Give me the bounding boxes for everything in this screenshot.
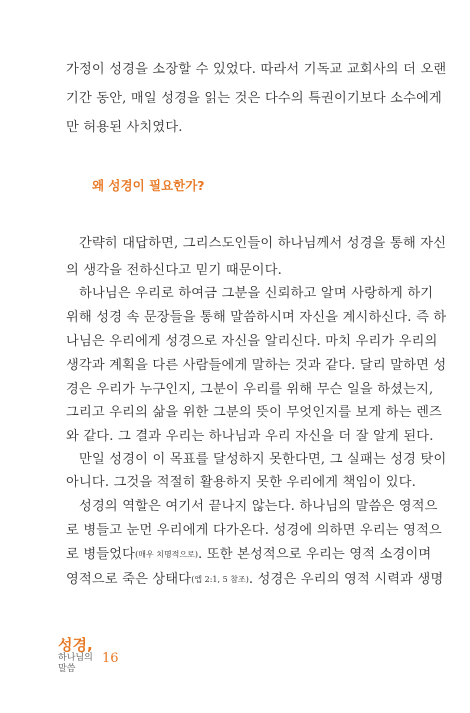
text-line: 나님은 우리에게 성경으로 자신을 알리신다. 마치 우리가 우리의 xyxy=(66,334,438,349)
text-line: 만 허용된 사치였다. xyxy=(66,120,183,135)
text-line: 성경의 역할은 여기서 끝나지 않는다. 하나님의 말씀은 영적으 xyxy=(79,499,438,514)
text-segment: . 또한 본성적으로 우리는 영적 소경이며 xyxy=(197,547,432,562)
text-segment: . 성경은 우리의 영적 시력과 생명 xyxy=(248,572,444,587)
text-line: 아니다. 그것을 적절히 활용하지 못한 우리에게 책임이 있다. xyxy=(66,475,417,490)
text-line: 하나님은 우리로 하여금 그분을 신뢰하고 알며 사랑하게 하기 xyxy=(79,286,434,301)
text-line: 위해 성경 속 문장들을 통해 말씀하시며 자신을 계시하신다. 즉 하 xyxy=(66,310,447,325)
page-number: 16 xyxy=(102,651,119,666)
text-line: 그리고 우리의 삶을 위한 그분의 뜻이 무엇인지를 보게 하는 렌즈 xyxy=(66,405,442,420)
inline-note: (엡 2:1, 5 참조) xyxy=(191,575,249,584)
running-subtitle: 하나님의 말씀 xyxy=(58,653,93,674)
inline-note: (매우 치명적으로) xyxy=(135,550,198,559)
text-segment: 영적으로 죽은 상태다 xyxy=(66,572,192,587)
text-line xyxy=(66,545,432,564)
text-line: 로 병들고 눈먼 우리에게 다가온다. 성경에 의하면 우리는 영적으 xyxy=(66,523,442,538)
running-title: 성경, xyxy=(58,636,93,654)
text-line: 간략히 대답하면, 그리스도인들이 하나님께서 성경을 통해 자신 xyxy=(79,236,447,251)
text-line: 만일 성경이 이 목표를 달성하지 못한다면, 그 실패는 성경 탓이 xyxy=(79,452,447,467)
text-line: 가정이 성경을 소장할 수 있었다. 따라서 기독교 교회사의 더 오랜 xyxy=(66,62,447,77)
text-line xyxy=(66,570,444,589)
text-line: 기간 동안, 매일 성경을 읽는 것은 다수의 특권이기보다 소수에게 xyxy=(66,91,442,106)
text-segment: 로 병들었다 xyxy=(66,547,136,562)
text-line: 의 생각을 전하신다고 믿기 때문이다. xyxy=(66,263,283,278)
text-line: 와 같다. 그 결과 우리는 하나님과 우리 자신을 더 잘 알게 된다. xyxy=(66,429,434,444)
text-line: 경은 우리가 누구인지, 그분이 우리를 위해 무슨 일을 하셨는지, xyxy=(66,382,434,397)
text-line: 생각과 계획을 다른 사람들에게 말하는 것과 같다. 달리 말하면 성 xyxy=(66,358,447,373)
section-heading: 왜 성경이 필요한가? xyxy=(92,178,205,193)
